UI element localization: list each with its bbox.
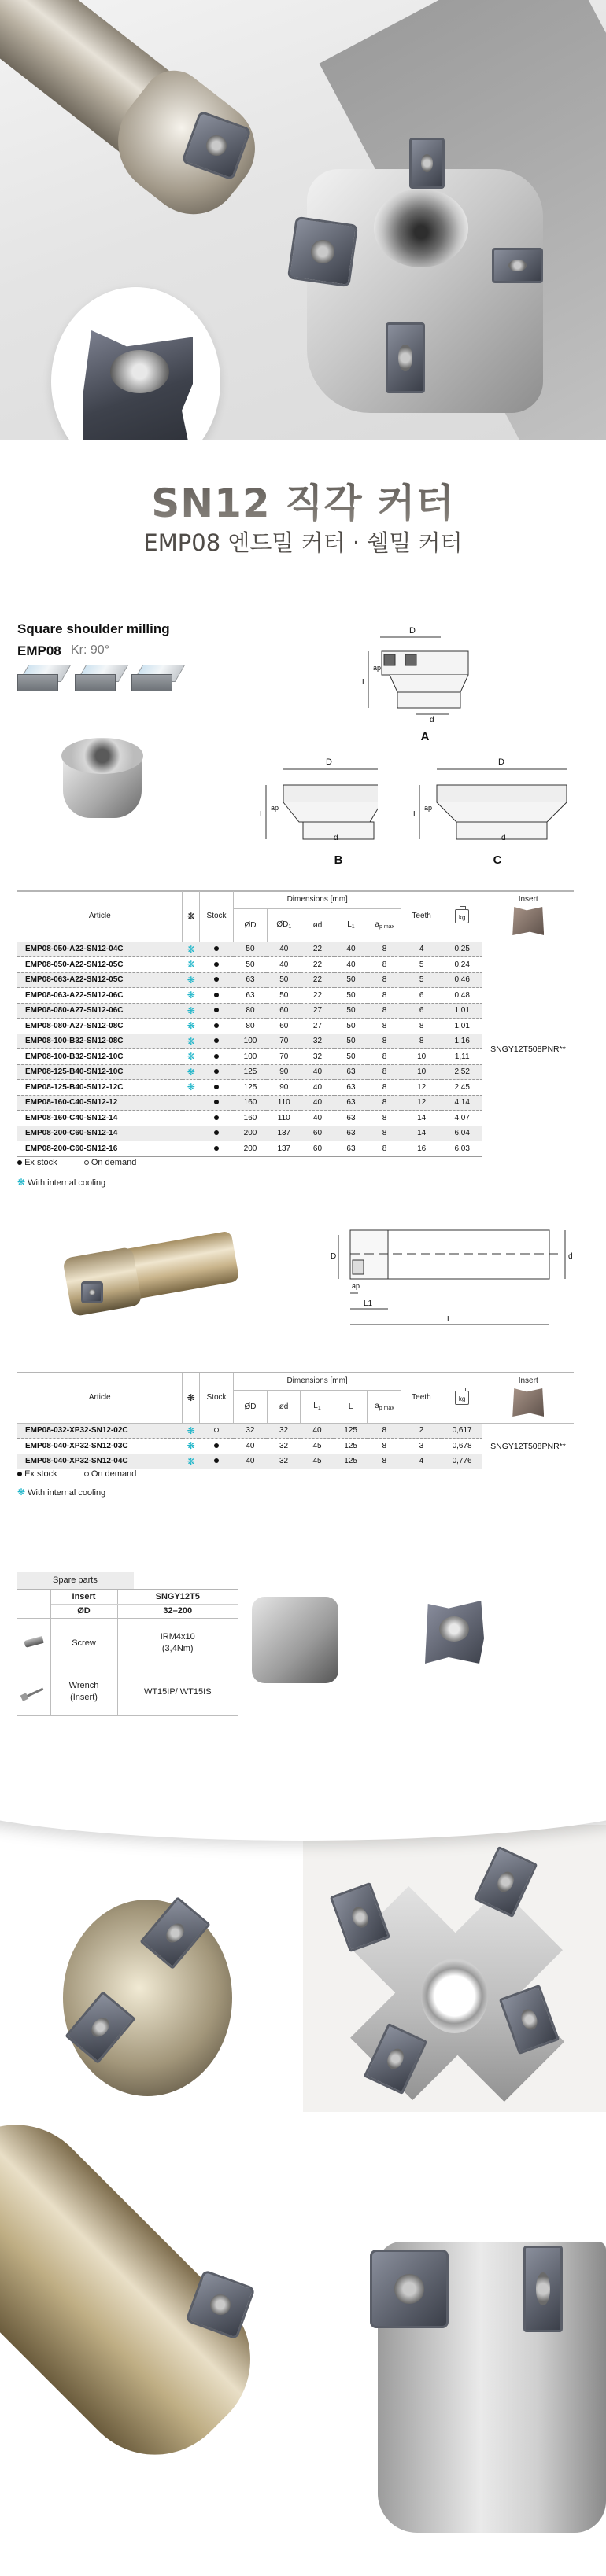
header-article: Article bbox=[17, 1373, 183, 1423]
table-row: EMP08-040-XP32-SN12-03C ❋ 40 32 45 125 8 3 0,678 bbox=[17, 1439, 574, 1454]
diagram-c-label: C bbox=[493, 853, 502, 867]
ex-stock-icon bbox=[17, 1472, 22, 1476]
dim-ap: ap bbox=[373, 664, 382, 672]
insert-thumbnail-icon bbox=[512, 907, 544, 935]
table-row: EMP08-200-C60-SN12-14 200 137 60 63 8 14 6,04 bbox=[17, 1126, 574, 1141]
svg-text:d: d bbox=[501, 834, 506, 842]
svg-text:L: L bbox=[260, 810, 264, 819]
table-row: EMP08-100-B32-SN12-08C ❋ 100 70 32 50 8 8 1,16 bbox=[17, 1034, 574, 1049]
ex-stock-icon bbox=[17, 1160, 22, 1165]
header-L: L bbox=[334, 1390, 368, 1423]
ex-stock-icon bbox=[214, 993, 219, 997]
screw-icon bbox=[24, 1636, 44, 1648]
insert-image bbox=[409, 138, 445, 189]
spare-row-wrench: Wrench (Insert) WT15IP/ WT15IS bbox=[17, 1668, 238, 1715]
on-demand-icon bbox=[84, 1160, 89, 1165]
header-insert bbox=[482, 1373, 574, 1423]
shell-mill-product-image bbox=[55, 732, 150, 826]
on-demand-icon bbox=[214, 1428, 219, 1432]
ex-stock-icon bbox=[214, 1458, 219, 1463]
header-d: ød bbox=[301, 908, 334, 942]
header-dimensions: Dimensions [mm] bbox=[234, 891, 401, 908]
header-D: ØD bbox=[234, 1390, 268, 1423]
insert-code: SNGY12T508PNR** bbox=[482, 942, 574, 1156]
spare-d-label: ØD bbox=[50, 1604, 117, 1618]
cooling-legend bbox=[17, 1177, 105, 1188]
cooling-label: With internal cooling bbox=[28, 1178, 106, 1188]
table-row: EMP08-080-A27-SN12-08C ❋ 80 60 27 50 8 8 1,01 bbox=[17, 1019, 574, 1034]
header-ap: $a_{p max}$ bbox=[368, 908, 401, 942]
diagram-c bbox=[413, 755, 567, 842]
on-demand-label: On demand bbox=[91, 1469, 137, 1479]
cooling-label: With internal cooling bbox=[28, 1488, 106, 1498]
cooling-icon: ❋ bbox=[17, 1177, 26, 1188]
table-row: EMP08-160-C40-SN12-12 160 110 40 63 8 12 4,14 bbox=[17, 1095, 574, 1111]
insert-image bbox=[523, 2246, 563, 2332]
table-row: EMP08-050-A22-SN12-04C ❋ 50 40 22 40 8 4 0,25 SNGY12T508PNR** bbox=[17, 942, 574, 957]
table-row: EMP08-160-C40-SN12-14 160 110 40 63 8 14 4,07 bbox=[17, 1111, 574, 1126]
header-insert-label: Insert bbox=[518, 895, 538, 904]
diagram-a bbox=[362, 621, 472, 724]
on-demand-icon bbox=[84, 1472, 89, 1476]
ex-stock-icon bbox=[214, 1443, 219, 1448]
ex-stock-icon bbox=[214, 1069, 219, 1074]
shell-mill-spec-table bbox=[17, 891, 574, 1157]
insert-image bbox=[370, 2250, 449, 2328]
table-row: EMP08-040-XP32-SN12-04C ❋ 40 32 45 125 8 4 0,776 bbox=[17, 1454, 574, 1469]
wrench-icon bbox=[24, 1687, 43, 1698]
spare-insert-value: SNGY12T5 bbox=[117, 1590, 238, 1604]
diagram-a-drawing bbox=[362, 621, 472, 724]
table-row: EMP08-200-C60-SN12-16 200 137 60 63 8 16 6,03 bbox=[17, 1141, 574, 1157]
header-cooling-icon: ❋ bbox=[183, 1373, 199, 1423]
header-insert-label: Insert bbox=[518, 1376, 538, 1385]
step-shape-icon bbox=[75, 665, 119, 693]
stock-legend bbox=[17, 1469, 136, 1479]
spare-d-value: 32–200 bbox=[117, 1604, 238, 1618]
endmill-diagram bbox=[323, 1227, 575, 1329]
hero-banner bbox=[0, 0, 606, 440]
table-row: EMP08-063-A22-SN12-05C ❋ 63 50 22 50 8 5 0,46 bbox=[17, 972, 574, 988]
header-d: ød bbox=[267, 1390, 301, 1423]
ex-stock-label: Ex stock bbox=[24, 1158, 57, 1167]
table-row: EMP08-100-B32-SN12-10C ❋ 100 70 32 50 8 10 1,11 bbox=[17, 1049, 574, 1065]
svg-text:d: d bbox=[334, 834, 338, 842]
diagram-c-drawing bbox=[413, 755, 567, 842]
table-row: EMP08-080-A27-SN12-06C ❋ 80 60 27 50 8 6 1,01 bbox=[17, 1003, 574, 1019]
spare-parts-table bbox=[17, 1589, 238, 1716]
table-row: EMP08-063-A22-SN12-06C ❋ 63 50 22 50 8 6 0,48 bbox=[17, 988, 574, 1004]
header-insert bbox=[482, 891, 574, 942]
header-cooling-icon: ❋ bbox=[183, 891, 199, 942]
cooling-icon: ❋ bbox=[17, 1487, 26, 1498]
curved-divider bbox=[0, 1738, 606, 1841]
header-weight bbox=[442, 891, 482, 942]
svg-text:L1: L1 bbox=[364, 1299, 373, 1308]
stock-legend bbox=[17, 1158, 136, 1167]
endmill-face-photo bbox=[63, 1900, 232, 2096]
shellmill-bore bbox=[421, 1959, 488, 2033]
diagram-b-label: B bbox=[334, 853, 343, 867]
diagram-b-drawing bbox=[260, 755, 378, 842]
insert-image bbox=[492, 248, 543, 283]
ex-stock-icon bbox=[214, 962, 219, 967]
header-D: ØD bbox=[234, 908, 268, 942]
insert-thumbnail-icon bbox=[512, 1388, 544, 1417]
svg-text:d: d bbox=[568, 1252, 573, 1261]
svg-text:L: L bbox=[413, 810, 418, 819]
ex-stock-icon bbox=[214, 1115, 219, 1120]
ex-stock-label: Ex stock bbox=[24, 1469, 57, 1479]
ex-stock-icon bbox=[214, 977, 219, 982]
ex-stock-icon bbox=[214, 1054, 219, 1059]
spare-parts-tab: Spare parts bbox=[17, 1572, 134, 1589]
dim-d: d bbox=[430, 716, 434, 724]
header-dimensions: Dimensions [mm] bbox=[234, 1373, 401, 1390]
header-stock: Stock bbox=[199, 891, 233, 942]
ex-stock-icon bbox=[214, 1085, 219, 1089]
svg-text:D: D bbox=[331, 1252, 337, 1261]
table-row: EMP08-032-XP32-SN12-02C ❋ 32 32 40 125 8 2 0,617 SNGY12T508PNR** bbox=[17, 1423, 574, 1439]
ex-stock-icon bbox=[214, 1130, 219, 1135]
endmill-spec-table bbox=[17, 1373, 574, 1469]
svg-text:D: D bbox=[498, 757, 504, 767]
endmill-diagram-drawing bbox=[323, 1227, 575, 1329]
table-row: EMP08-125-B40-SN12-10C ❋ 125 90 40 63 8 10 2,52 bbox=[17, 1064, 574, 1080]
shell-mill-bore bbox=[374, 189, 468, 267]
diagram-a-label: A bbox=[420, 730, 430, 743]
table-row: EMP08-050-A22-SN12-05C ❋ 50 40 22 40 8 5 0,24 bbox=[17, 957, 574, 973]
cooling-legend bbox=[17, 1487, 105, 1498]
ex-stock-icon bbox=[214, 946, 219, 951]
header-L1: $L_1$ bbox=[301, 1390, 334, 1423]
ex-stock-icon bbox=[214, 1100, 219, 1104]
insert-image bbox=[386, 322, 425, 393]
header-teeth: Teeth bbox=[401, 891, 442, 942]
ex-stock-icon bbox=[214, 1146, 219, 1151]
section-heading: Square shoulder milling bbox=[17, 621, 170, 636]
section-code: EMP08 bbox=[17, 643, 61, 658]
svg-text:L: L bbox=[447, 1315, 452, 1324]
entering-angle: Kr: 90° bbox=[71, 643, 110, 657]
dim-D: D bbox=[409, 626, 416, 636]
page-subtitle: EMP08 엔드밀 커터 · 쉘밀 커터 bbox=[143, 529, 463, 556]
dim-L: L bbox=[362, 678, 367, 687]
shoulder-shape-icon bbox=[17, 665, 61, 693]
header-L1: $L_1$ bbox=[334, 908, 368, 942]
insert-image bbox=[287, 216, 358, 287]
header-ap: $a_{p max}$ bbox=[368, 1390, 401, 1423]
slot-shape-icon bbox=[131, 665, 176, 693]
endmill-product-image bbox=[43, 1233, 232, 1311]
ex-stock-icon bbox=[214, 1023, 219, 1028]
header-article: Article bbox=[17, 891, 183, 942]
insert-hole bbox=[110, 350, 169, 393]
spare-row-screw: Screw IRM4x10 (3,4Nm) bbox=[17, 1618, 238, 1668]
header-teeth: Teeth bbox=[401, 1373, 442, 1423]
spare-insert-label: Insert bbox=[50, 1590, 117, 1604]
header-D1: $ØD_1$ bbox=[267, 908, 301, 942]
insert-code: SNGY12T508PNR** bbox=[482, 1423, 574, 1469]
header-weight bbox=[442, 1373, 482, 1423]
weight-icon: kg bbox=[455, 909, 469, 923]
svg-text:D: D bbox=[326, 757, 332, 767]
diagram-b bbox=[260, 755, 378, 842]
on-demand-label: On demand bbox=[91, 1158, 137, 1167]
weight-icon: kg bbox=[455, 1391, 469, 1405]
spare-insert-hole bbox=[439, 1616, 469, 1642]
svg-text:ap: ap bbox=[424, 804, 433, 812]
ex-stock-icon bbox=[214, 1038, 219, 1043]
header-stock: Stock bbox=[199, 1373, 233, 1423]
page-title: SN12 직각 커터 bbox=[0, 472, 606, 529]
svg-text:ap: ap bbox=[352, 1282, 360, 1290]
table-row: EMP08-125-B40-SN12-12C ❋ 125 90 40 63 8 12 2,45 bbox=[17, 1080, 574, 1096]
assembly-image bbox=[252, 1597, 338, 1683]
ex-stock-icon bbox=[214, 1008, 219, 1012]
svg-text:ap: ap bbox=[271, 804, 279, 812]
